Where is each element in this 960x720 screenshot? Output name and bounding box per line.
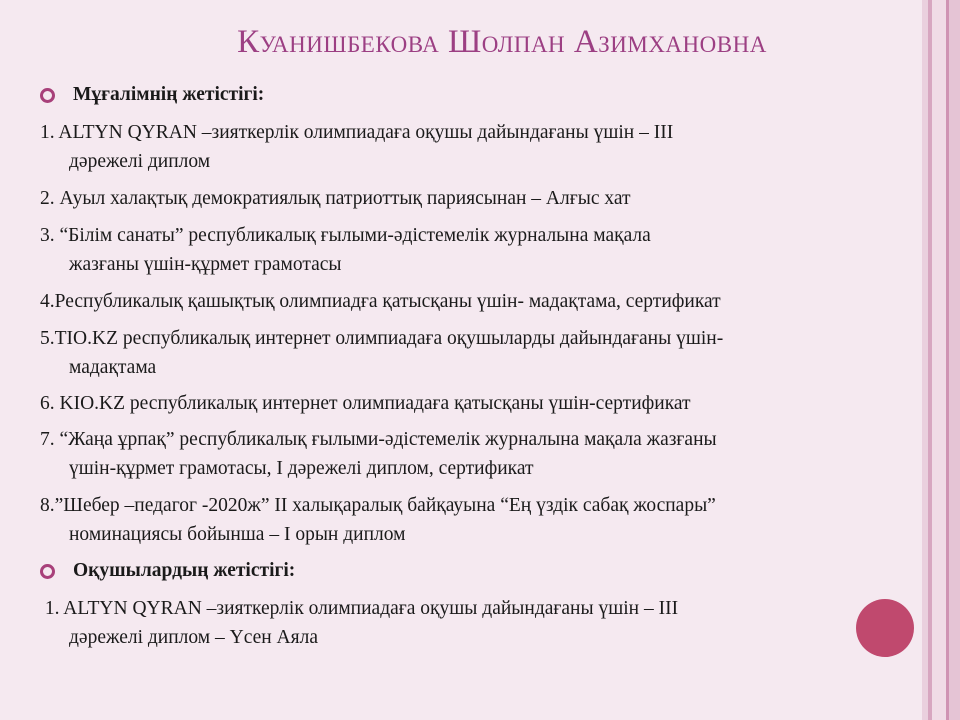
list-item-line: 8.”Шебер –педагог -2020ж” II халықаралық байқауына “Ең үздік сабақ жоспары” bbox=[40, 495, 716, 516]
list-item-line: 3. “Білім санаты” республикалық ғылыми-әдістемелік журналына мақала bbox=[40, 225, 651, 246]
teacher-heading-text: Мұғалімнің жетістігі: bbox=[73, 84, 265, 105]
list-item-line: 6. KIO.KZ республикалық интернет олимпиадаға қатысқаны үшін-сертификат bbox=[40, 393, 691, 414]
list-item bbox=[40, 425, 890, 483]
list-item bbox=[40, 324, 890, 382]
list-item-line: 2. Ауыл халақтық демократиялық патриоттық париясынан – Алғыс хат bbox=[40, 188, 631, 209]
list-item-line: 1. ALTYN QYRAN –зияткерлік олимпиадаға оқушы дайындағаны үшін – III bbox=[40, 598, 679, 619]
list-item bbox=[40, 118, 890, 176]
list-item-line: дәрежелі диплом – Үсен Аяла bbox=[69, 627, 318, 648]
list-item bbox=[40, 594, 890, 652]
list-item-line: номинациясы бойынша – I орын диплом bbox=[69, 524, 406, 545]
list-item-line: 1. ALTYN QYRAN –зияткерлік олимпиадаға оқушы дайындағаны үшін – III bbox=[40, 122, 674, 143]
slide-title-text: Куанишбекова Шолпан Азимхановна bbox=[237, 24, 767, 60]
list-item-line: 7. “Жаңа ұрпақ” республикалық ғылыми-әдістемелік журналына мақала жазғаны bbox=[40, 429, 717, 450]
teacher-achievements-heading bbox=[40, 84, 264, 106]
decorative-stripes bbox=[922, 0, 960, 720]
students-achievements-heading bbox=[40, 560, 295, 582]
ring-bullet-icon bbox=[40, 564, 55, 579]
decorative-circle bbox=[856, 599, 914, 657]
list-item-line: жазғаны үшін-құрмет грамотасы bbox=[69, 254, 342, 275]
list-item-line: дәрежелі диплом bbox=[69, 151, 211, 172]
slide-title bbox=[0, 24, 960, 61]
list-item bbox=[40, 287, 890, 316]
list-item bbox=[40, 184, 890, 213]
ring-bullet-icon bbox=[40, 88, 55, 103]
list-item bbox=[40, 221, 890, 279]
list-item-line: 4.Республикалық қашықтық олимпиадға қатысқаны үшін- мадақтама, сертификат bbox=[40, 291, 721, 312]
list-item-line: 5.TIO.KZ республикалық интернет олимпиадаға оқушыларды дайындағаны үшін- bbox=[40, 328, 724, 349]
list-item bbox=[40, 389, 890, 418]
students-heading-text: Оқушылардың жетістігі: bbox=[73, 560, 296, 581]
list-item-line: мадақтама bbox=[69, 357, 157, 378]
list-item-line: үшін-құрмет грамотасы, I дәрежелі диплом, сертификат bbox=[69, 458, 534, 479]
list-item bbox=[40, 491, 890, 549]
